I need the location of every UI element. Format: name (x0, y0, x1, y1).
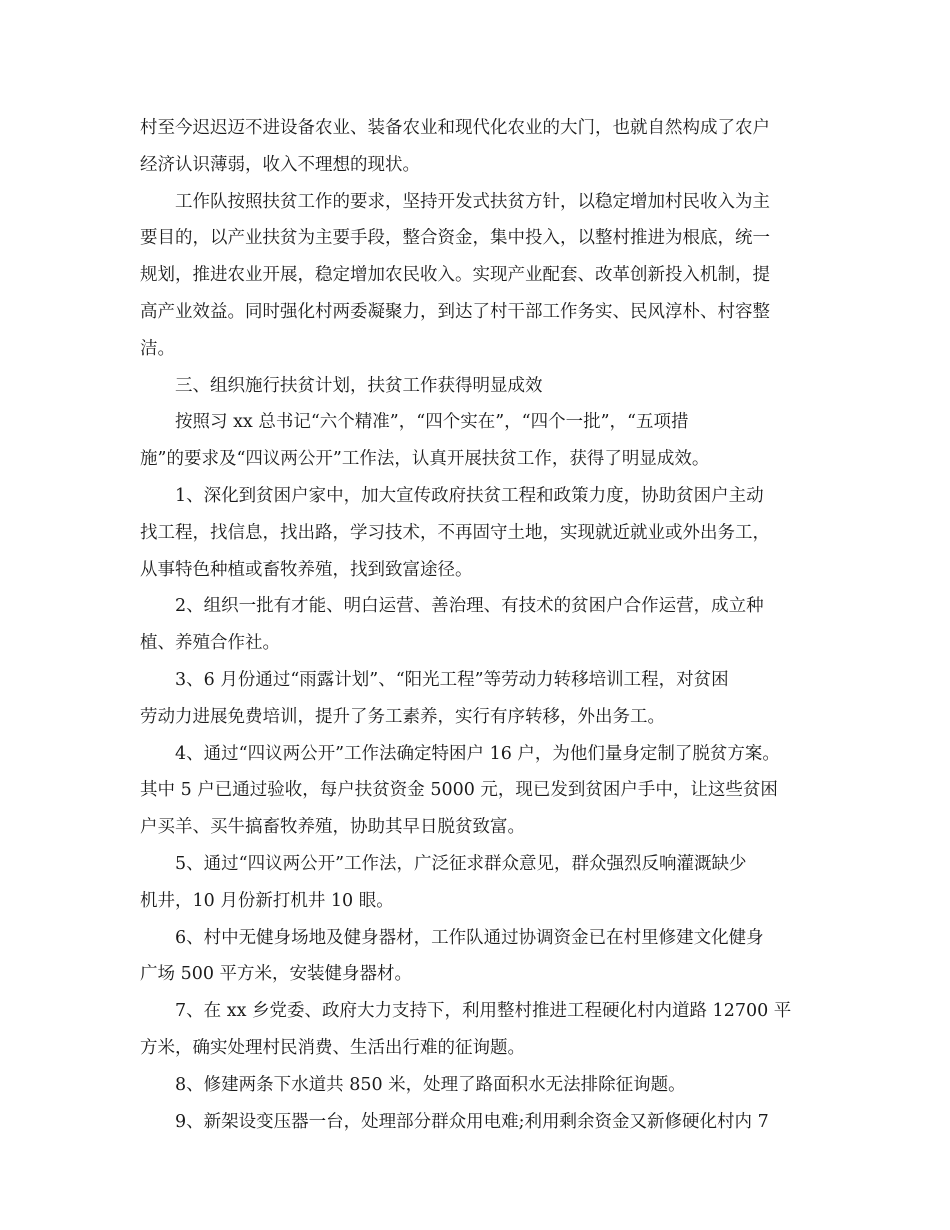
list-item-5 (140, 846, 815, 920)
text-line: 3、6 月份通过“雨露计划”、“阳光工程”等劳动力转移培训工程，对贫困 (175, 669, 729, 690)
heading-line: 三、组织施行扶贫计划，扶贫工作获得明显成效 (175, 375, 543, 396)
text-line: 经济认识薄弱，收入不理想的现状。 (140, 154, 420, 175)
text-line: 其中 5 户已通过验收，每户扶贫资金 5000 元，现已发到贫困户手中，让这些贫困 (140, 780, 778, 801)
list-item-6 (140, 920, 815, 994)
text-line: 方米，确实处理村民消费、生活出行难的征询题。 (140, 1037, 525, 1058)
text-line: 洁。 (140, 338, 175, 359)
paragraph-1 (140, 110, 815, 184)
list-item-7 (140, 993, 815, 1067)
text-line: 机井，10 月份新打机井 10 眼。 (140, 890, 394, 911)
paragraph-2 (140, 184, 815, 368)
text-line: 劳动力进展免费培训，提升了务工素养，实行有序转移，外出务工。 (140, 706, 665, 727)
text-line: 8、修建两条下水道共 850 米，处理了路面积水无法排除征询题。 (175, 1074, 686, 1095)
text-line: 规划，推进农业开展，稳定增加农民收入。实现产业配套、改革创新投入机制，提 (140, 265, 770, 286)
text-line: 从事特色种植或畜牧养殖，找到致富途径。 (140, 559, 473, 580)
text-line: 9、新架设变压器一台，处理部分群众用电难;利用剩余资金又新修硬化村内 7 (175, 1111, 769, 1132)
text-line: 7、在 xx 乡党委、政府大力支持下，利用整村推进工程硬化村内道路 12700 平 (175, 1001, 792, 1022)
text-line: 村至今迟迟迈不进设备农业、装备农业和现代化农业的大门，也就自然构成了农户 (140, 118, 770, 138)
text-line: 5、通过“四议两公开”工作法，广泛征求群众意见，群众强烈反响灌溉缺少 (175, 853, 747, 874)
text-line: 2、组织一批有才能、明白运营、善治理、有技术的贫困户合作运营，成立种 (175, 596, 764, 617)
text-line: 1、深化到贫困户家中，加大宣传政府扶贫工程和政策力度，协助贫困户主动 (175, 485, 764, 506)
text-line: 4、通过“四议两公开”工作法确定特困户 16 户，为他们量身定制了脱贫方案。 (175, 743, 780, 764)
list-item-8 (140, 1067, 815, 1104)
text-line: 户买羊、买牛搞畜牧养殖，协助其早日脱贫致富。 (140, 817, 525, 838)
text-line: 施”的要求及“四议两公开”工作法，认真开展扶贫工作，获得了明显成效。 (140, 449, 710, 470)
text-line: 高产业效益。同时强化村两委凝聚力，到达了村干部工作务实、民风淳朴、村容整 (140, 301, 770, 322)
text-line: 找工程，找信息，找出路，学习技术，不再固守土地，实现就近就业或外出务工， (140, 522, 770, 543)
text-line: 按照习 xx 总书记“六个精准”，“四个实在”，“四个一批”，“五项措 (175, 412, 689, 433)
paragraph-3 (140, 404, 815, 478)
text-line: 广场 500 平方米，安装健身器材。 (140, 964, 413, 985)
text-line: 6、村中无健身场地及健身器材，工作队通过协调资金已在村里修建文化健身 (175, 927, 764, 948)
section-heading (140, 368, 815, 405)
list-item-4 (140, 736, 815, 846)
text-line: 植、养殖合作社。 (140, 633, 280, 654)
list-item-9 (140, 1104, 815, 1141)
list-item-3 (140, 662, 815, 736)
list-item-2 (140, 588, 815, 662)
document-body (140, 110, 815, 1140)
text-line: 工作队按照扶贫工作的要求，坚持开发式扶贫方针，以稳定增加村民收入为主 (175, 191, 770, 212)
text-line: 要目的，以产业扶贫为主要手段，整合资金，集中投入，以整村推进为根底，统一 (140, 228, 770, 249)
list-item-1 (140, 478, 815, 588)
